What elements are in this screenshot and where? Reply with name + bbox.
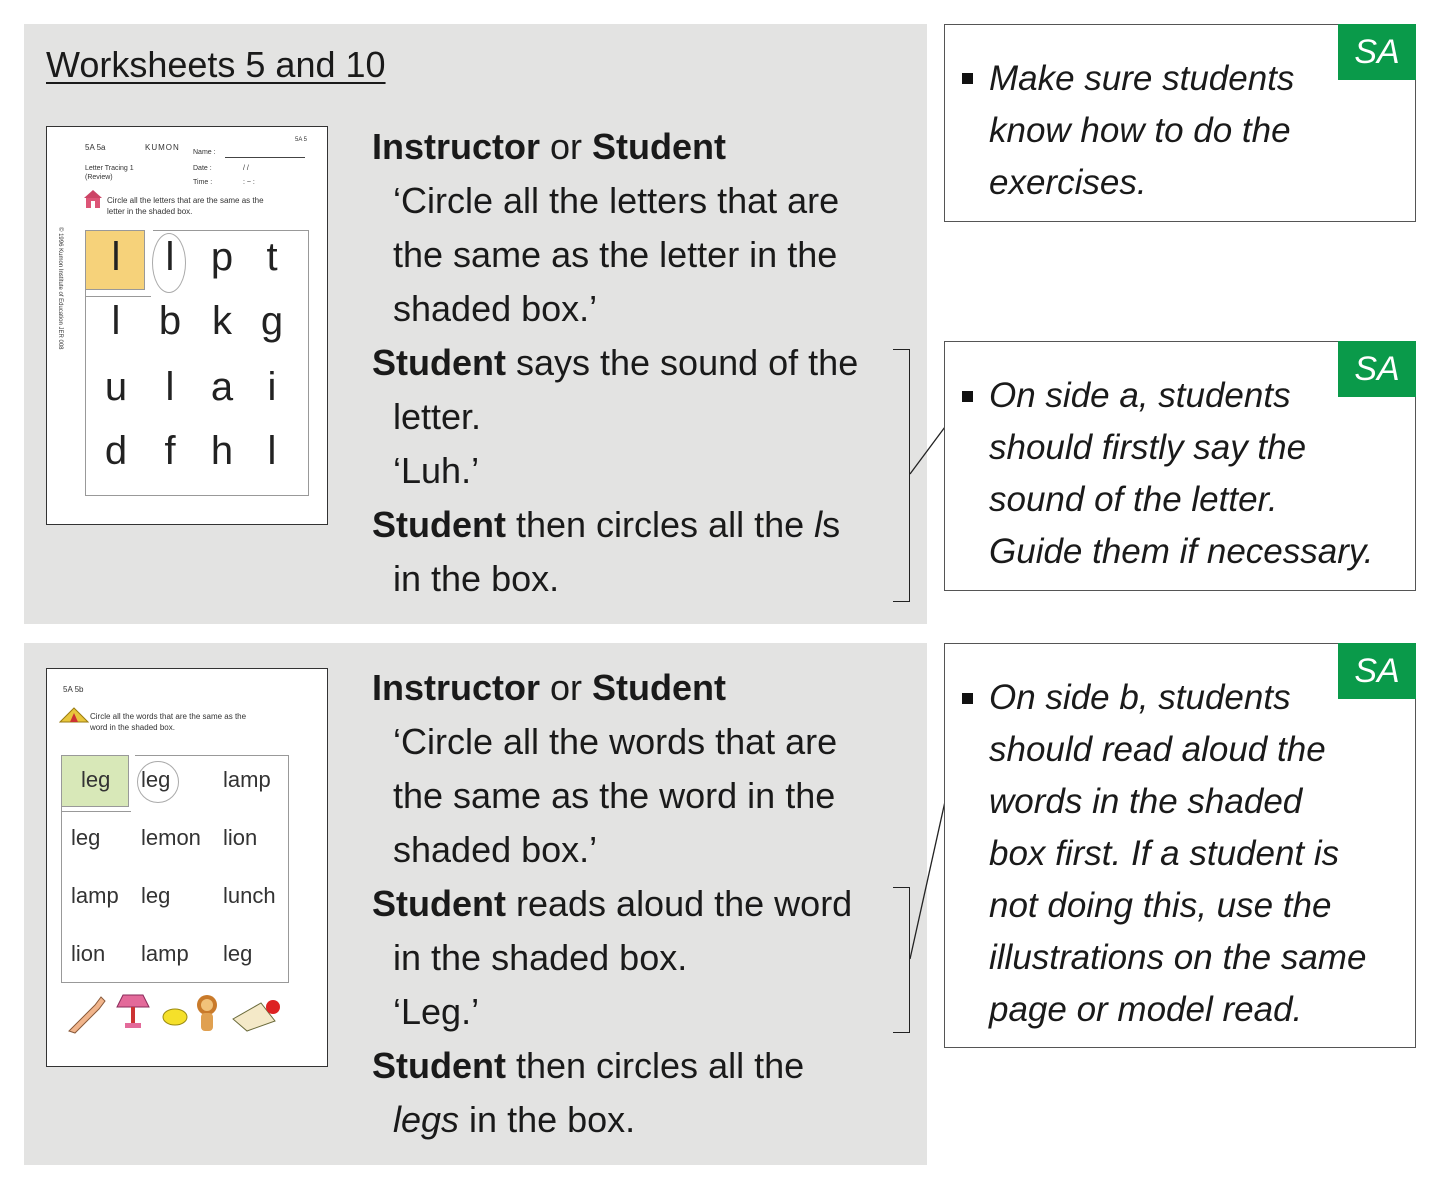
word-cell: leg: [223, 941, 253, 966]
word-cell: leg: [141, 767, 171, 792]
word-cell: lion: [223, 825, 258, 850]
letter-cell: p: [210, 235, 234, 279]
word-cell: lamp: [71, 883, 119, 908]
instruction-line: [372, 228, 858, 282]
sheet-subtitle-1: Letter Tracing 1: [85, 165, 134, 172]
instruction-line: [372, 661, 852, 715]
sheet-code: 5A 5b: [63, 685, 84, 694]
instruction-text: in the shaded box.: [393, 937, 688, 978]
note-line: Make sure students: [989, 59, 1295, 98]
name-line: [225, 157, 305, 158]
italic-text: legs: [393, 1099, 460, 1140]
note-line: words in the shaded: [989, 782, 1303, 821]
note-line: On side b, students: [989, 678, 1291, 717]
note-box-3: [944, 643, 1416, 1048]
role-label: Student: [372, 342, 506, 383]
page-title: Worksheets 5 and 10: [46, 44, 386, 85]
note-text: [989, 53, 1294, 209]
instruction-line: [372, 336, 858, 390]
time-label: Time :: [193, 179, 213, 186]
bullet-icon: [962, 693, 973, 704]
instruction-line: [372, 769, 852, 823]
letter-cell: d: [104, 429, 128, 473]
letter-cell: i: [267, 365, 277, 409]
instructions-section-2: [372, 661, 852, 1147]
instruction-line: [372, 877, 852, 931]
house-icon: [83, 189, 103, 209]
instruction-text: letter.: [393, 396, 482, 437]
bullet-icon: [962, 73, 973, 84]
italic-text: l: [814, 504, 823, 545]
lion-icon: [197, 995, 217, 1031]
word-cell: leg: [81, 767, 111, 792]
letter-cell: t: [266, 235, 278, 279]
instruction-line: [372, 390, 858, 444]
role-label: Student: [592, 126, 727, 167]
sa-badge: SA: [1338, 341, 1416, 397]
sheet-directions-2: word in the shaded box.: [90, 723, 175, 732]
note-text: [989, 672, 1366, 1036]
instruction-text: says the sound of the: [505, 342, 859, 383]
copyright-text: © 1996 Kumon Institute of Education JER 008: [57, 227, 63, 350]
instruction-line: [372, 174, 858, 228]
letter-cell: l: [165, 365, 175, 409]
instruction-text: the same as the word in the: [393, 775, 836, 816]
name-label: Name :: [193, 149, 216, 156]
instruction-text: then circles all the: [505, 504, 815, 545]
instruction-text: then circles all the: [505, 1045, 805, 1086]
instruction-line: [372, 1093, 852, 1147]
instruction-line: [372, 552, 858, 606]
note-line: should firstly say the: [989, 428, 1307, 467]
bracket-2: [893, 887, 910, 1033]
letter-cell: b: [158, 299, 182, 343]
sheet-code: 5A 5a: [85, 143, 106, 152]
sa-badge: SA: [1338, 643, 1416, 699]
word-cell: lamp: [223, 767, 271, 792]
grid-notch: [61, 807, 131, 812]
instruction-text: ‘Luh.’: [393, 450, 480, 491]
note-line: sound of the letter.: [989, 480, 1278, 519]
role-label: Student: [372, 883, 506, 924]
instruction-line: [372, 282, 858, 336]
letter-cell: f: [164, 429, 176, 473]
sheet-directions-1: Circle all the letters that are the same as the: [107, 196, 264, 205]
note-line: box first. If a student is: [989, 834, 1340, 873]
letter-cell: a: [210, 365, 234, 409]
instructions-section-1: [372, 120, 858, 606]
letter-cell: l: [111, 235, 121, 279]
note-box-1: [944, 24, 1416, 222]
instruction-text: the same as the letter in the: [393, 234, 838, 275]
letter-cell: g: [260, 299, 284, 343]
letter-cell: l: [267, 429, 277, 473]
bracket-1: [893, 349, 910, 602]
instruction-line: [372, 985, 852, 1039]
instruction-line: [372, 715, 852, 769]
lamp-icon: [117, 995, 149, 1028]
instruction-line: [372, 120, 858, 174]
instruction-text: or: [540, 667, 593, 708]
bullet-icon: [962, 391, 973, 402]
note-box-2: [944, 341, 1416, 591]
worksheet-5a-image: [46, 126, 328, 525]
worksheet-5b-image: [46, 668, 328, 1067]
date-label: Date :: [193, 165, 212, 172]
note-line: know how to do the: [989, 111, 1291, 150]
note-line: exercises.: [989, 163, 1147, 202]
note-line: page or model read.: [989, 990, 1303, 1029]
instruction-text: ‘Leg.’: [393, 991, 480, 1032]
date-value: / /: [243, 165, 249, 172]
word-cell: leg: [141, 883, 171, 908]
role-label: Student: [372, 504, 506, 545]
role-label: Student: [372, 1045, 506, 1086]
instruction-text: shaded box.’: [393, 829, 598, 870]
sheet-directions-1: Circle all the words that are the same as the: [90, 712, 247, 721]
lemon-icon: [163, 1009, 187, 1025]
letter-cell: l: [165, 235, 175, 279]
word-cell: leg: [71, 825, 101, 850]
word-cell: lunch: [223, 883, 276, 908]
note-line: On side a, students: [989, 376, 1291, 415]
note-line: illustrations on the same: [989, 938, 1367, 977]
grid-gap: [129, 755, 135, 811]
letter-cell: h: [210, 429, 234, 473]
note-line: should read aloud the: [989, 730, 1326, 769]
instruction-text: shaded box.’: [393, 288, 598, 329]
brand-logo: KUMON: [145, 143, 180, 152]
sheet-directions-2: letter in the shaded box.: [107, 207, 193, 216]
sheet-subtitle-2: (Review): [85, 174, 113, 181]
word-cell: lion: [71, 941, 106, 966]
word-cell: lamp: [141, 941, 189, 966]
instruction-text: s: [822, 504, 841, 545]
letter-cell: k: [212, 299, 232, 343]
lunch-icon: [233, 1000, 280, 1031]
sheet-corner: 5A 5: [295, 137, 308, 143]
word-cell: lemon: [141, 825, 201, 850]
sa-badge: SA: [1338, 24, 1416, 80]
note-line: not doing this, use the: [989, 886, 1332, 925]
letter-cell: l: [111, 299, 121, 343]
letter-cell: u: [104, 365, 128, 409]
instruction-text: ‘Circle all the letters that are: [393, 180, 840, 221]
instruction-text: in the box.: [393, 558, 560, 599]
time-value: : ~ :: [243, 179, 255, 186]
instruction-line: [372, 823, 852, 877]
instruction-line: [372, 498, 858, 552]
instruction-text: reads aloud the word: [505, 883, 853, 924]
instruction-text: ‘Circle all the words that are: [393, 721, 838, 762]
role-label: Instructor: [372, 126, 541, 167]
instruction-line: [372, 931, 852, 985]
instruction-line: [372, 444, 858, 498]
leg-icon: [69, 997, 105, 1033]
illustrations: [65, 991, 295, 1035]
instruction-text: in the box.: [459, 1099, 636, 1140]
grid-notch: [85, 290, 151, 297]
instruction-text: or: [540, 126, 593, 167]
instruction-line: [372, 1039, 852, 1093]
role-label: Instructor: [372, 667, 541, 708]
note-line: Guide them if necessary.: [989, 532, 1374, 571]
role-label: Student: [592, 667, 727, 708]
note-text: [989, 370, 1374, 578]
tent-icon: [59, 707, 89, 723]
